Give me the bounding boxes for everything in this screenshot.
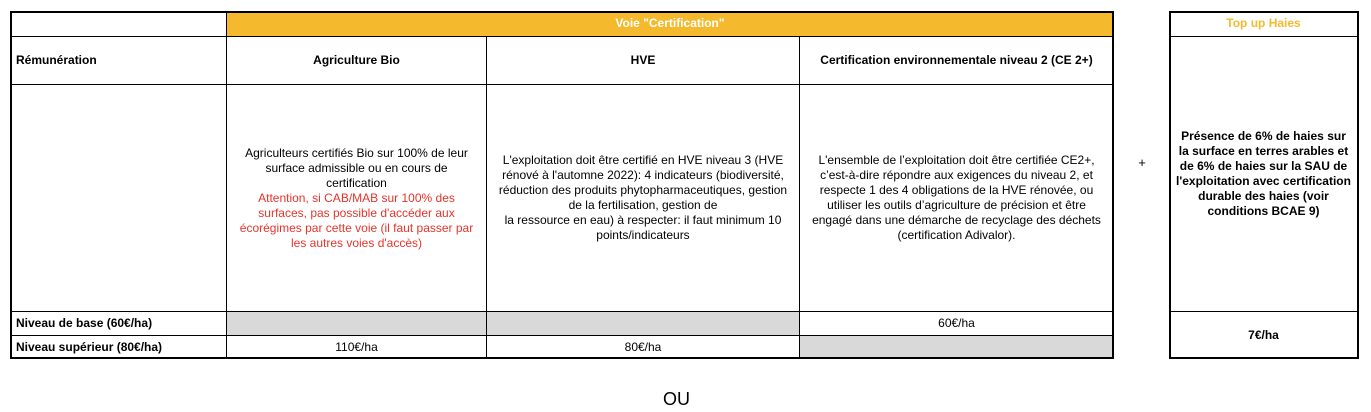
hve-description-cell <box>487 85 800 312</box>
bio-description: Agriculteurs certifiés Bio sur 100% de leur surface admissible ou en cours de certification <box>245 145 468 190</box>
superior-level-label: Niveau supérieur (80€/ha) <box>10 336 227 359</box>
empty-corner-cell <box>10 11 227 37</box>
superior-bio-amount: 110€/ha <box>227 336 487 359</box>
topup-title: Top up Haies <box>1169 11 1359 37</box>
superior-hve-amount: 80€/ha <box>487 336 800 359</box>
base-hve-empty-cell <box>487 312 800 336</box>
base-level-label: Niveau de base (60€/ha) <box>10 312 227 336</box>
topup-amount: 7€/ha <box>1169 312 1359 359</box>
base-bio-empty-cell <box>227 312 487 336</box>
ou-connector: OU <box>663 389 690 409</box>
ce2-description-cell <box>800 85 1114 312</box>
ce2-description: L'ensemble de l’exploitation doit être certifiée CE2+, c’est-à-dire répondre aux exigences du niveau 2, et respecte 1 des 4 obligations de la HVE rénovée, ou utiliser les outils d’agriculture de précision et être engagé dans une démarche de recyclage des déchets (certification Adivalor). <box>812 153 1101 242</box>
hve-description-part1: L'exploitation doit être certifié en HVE niveau 3 (HVE rénové à l'automne 2022): 4 indicateurs (biodiversité, réduction des produits phytopharmaceutiques, gestion de la fertilisation, gestion de <box>498 153 788 212</box>
remuneration-empty-cell <box>10 85 227 312</box>
plus-sign: + <box>1138 155 1146 170</box>
hve-description-part2: la ressource en eau) à respecter: il faut minimum 10 points/indicateurs <box>504 213 782 242</box>
topup-description: Présence de 6% de haies sur la surface en terres arables et de 6% de haies sur la SAU de l'exploitation avec certification durable des haies (voir conditions BCAE 9) <box>1169 37 1359 312</box>
ce2-column-header: Certification environnementale niveau 2 (CE 2+) <box>800 37 1114 85</box>
bio-column-header: Agriculture Bio <box>227 37 487 85</box>
voie-certification-header: Voie "Certification" <box>227 11 1114 37</box>
bio-warning: Attention, si CAB/MAB sur 100% des surfaces, pas possible d'accéder aux écorégimes par cette voie (il faut passer par les autres voies d'accès) <box>239 190 474 250</box>
remuneration-header: Rémunération <box>10 37 227 85</box>
superior-ce2-empty-cell <box>800 336 1114 359</box>
hve-column-header: HVE <box>487 37 800 85</box>
base-ce2-amount: 60€/ha <box>800 312 1114 336</box>
bio-description-cell <box>227 85 487 312</box>
